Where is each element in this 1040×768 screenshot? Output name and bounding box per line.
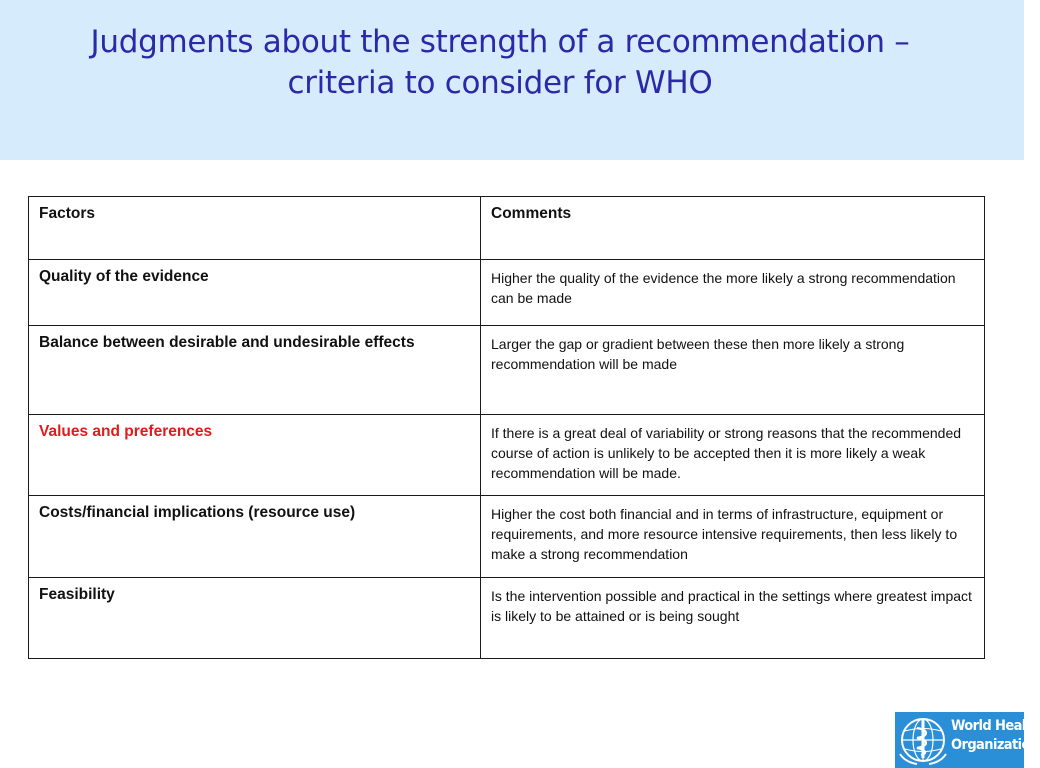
who-emblem-icon xyxy=(897,714,949,766)
comment-cell: Is the intervention possible and practical in the settings where greatest impact is likely to be attained or is being sought xyxy=(481,578,985,659)
table-header-row xyxy=(29,197,985,260)
title-line-1: Judgments about the strength of a recommendation – xyxy=(90,24,910,60)
table-row xyxy=(29,260,985,326)
logo-line-1: World Health xyxy=(951,718,1040,734)
title-band xyxy=(0,0,1024,160)
factor-cell: Balance between desirable and undesirable effects xyxy=(29,326,481,415)
slide-title xyxy=(0,22,1000,104)
header-comments: Comments xyxy=(481,197,985,260)
title-line-2: criteria to consider for WHO xyxy=(287,65,713,101)
factor-cell: Costs/financial implications (resource use) xyxy=(29,496,481,578)
who-logo xyxy=(895,712,1040,768)
comment-cell: Larger the gap or gradient between these then more likely a strong recommendation will be made xyxy=(481,326,985,415)
comment-cell: If there is a great deal of variability or strong reasons that the recommended course of action is unlikely to be accepted then it is more likely a weak recommendation will be made. xyxy=(481,415,985,496)
factor-cell: Quality of the evidence xyxy=(29,260,481,326)
logo-line-2: Organization xyxy=(951,737,1039,753)
header-factors: Factors xyxy=(29,197,481,260)
table-row xyxy=(29,415,985,496)
table-row xyxy=(29,326,985,415)
table-row xyxy=(29,496,985,578)
comment-cell: Higher the quality of the evidence the more likely a strong recommendation can be made xyxy=(481,260,985,326)
factor-cell-highlighted: Values and preferences xyxy=(29,415,481,496)
criteria-table xyxy=(28,196,985,659)
comment-cell: Higher the cost both financial and in terms of infrastructure, equipment or requirements, and more resource intensive requirements, then less likely to make a strong recommendation xyxy=(481,496,985,578)
table-row xyxy=(29,578,985,659)
who-logo-text xyxy=(951,717,1040,755)
factor-cell: Feasibility xyxy=(29,578,481,659)
